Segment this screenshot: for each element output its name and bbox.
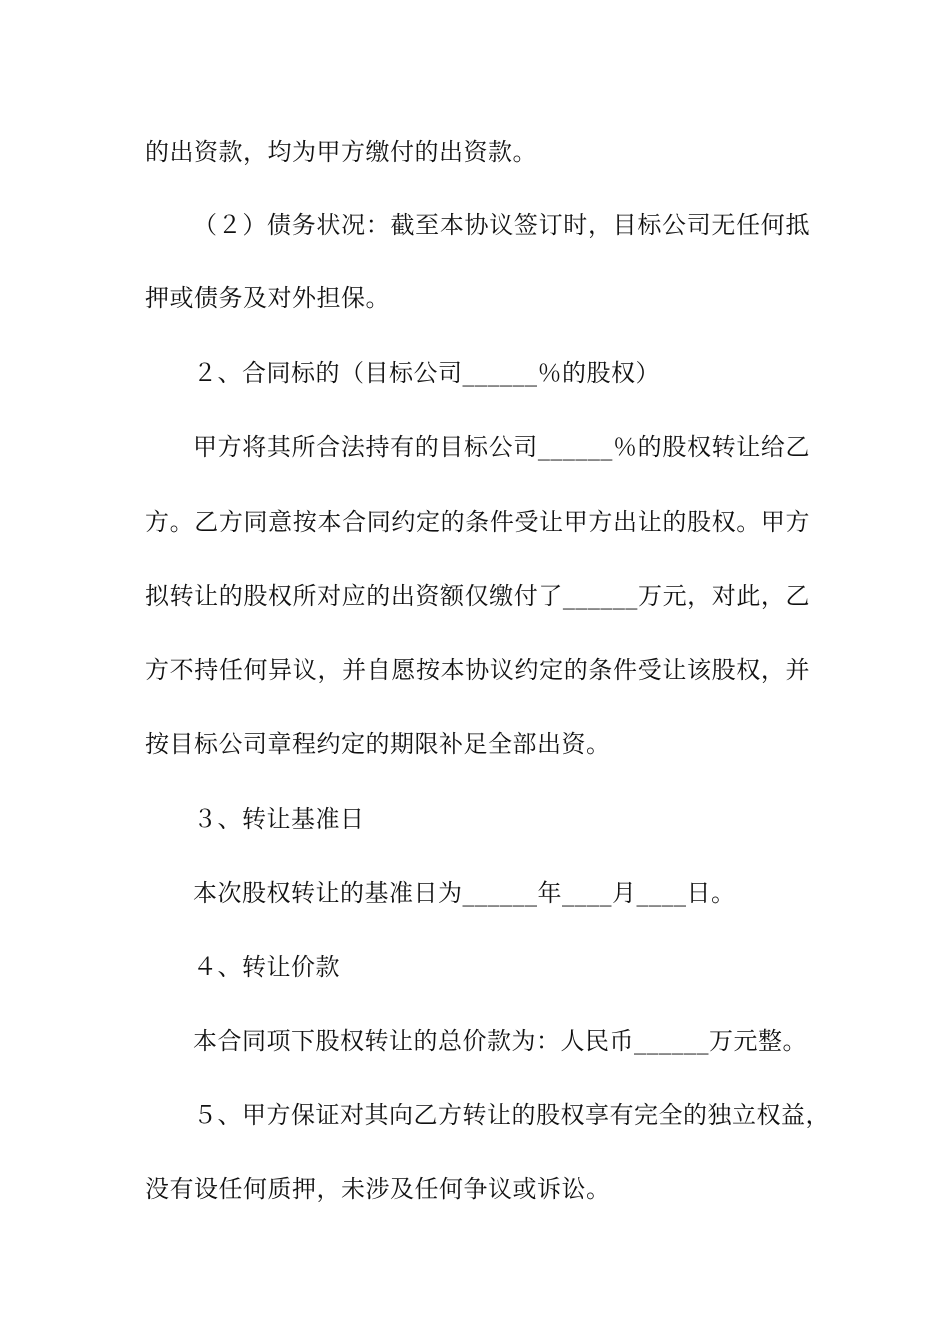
section-heading-3: ３、转让基准日 [193, 805, 365, 833]
paragraph-line-6: 方。乙方同意按本合同约定的条件受让甲方出让的股权。甲方 [145, 508, 810, 536]
paragraph-line-5: 甲方将其所合法持有的目标公司______％的股权转让给乙 [193, 433, 810, 461]
paragraph-line-7: 拟转让的股权所对应的出资额仅缴付了______万元，对此，乙 [145, 582, 810, 610]
section-heading-4: ４、转让价款 [193, 953, 340, 981]
section-heading-2: ２、合同标的（目标公司______％的股权） [193, 359, 660, 387]
paragraph-line-13: 本合同项下股权转让的总价款为：人民币______万元整。 [193, 1027, 807, 1055]
paragraph-line-8: 方不持任何异议，并自愿按本协议约定的条件受让该股权，并 [145, 656, 810, 684]
section-heading-5: ５、甲方保证对其向乙方转让的股权享有完全的独立权益， [193, 1101, 830, 1129]
paragraph-line-1: 的出资款，均为甲方缴付的出资款。 [145, 138, 537, 166]
paragraph-line-2: （２）债务状况：截至本协议签订时，目标公司无任何抵 [193, 211, 810, 239]
paragraph-line-15: 没有设任何质押，未涉及任何争议或诉讼。 [145, 1175, 611, 1203]
paragraph-line-3: 押或债务及对外担保。 [145, 284, 390, 312]
paragraph-line-11: 本次股权转让的基准日为______年____月____日。 [193, 879, 736, 907]
paragraph-line-9: 按目标公司章程约定的期限补足全部出资。 [145, 730, 611, 758]
